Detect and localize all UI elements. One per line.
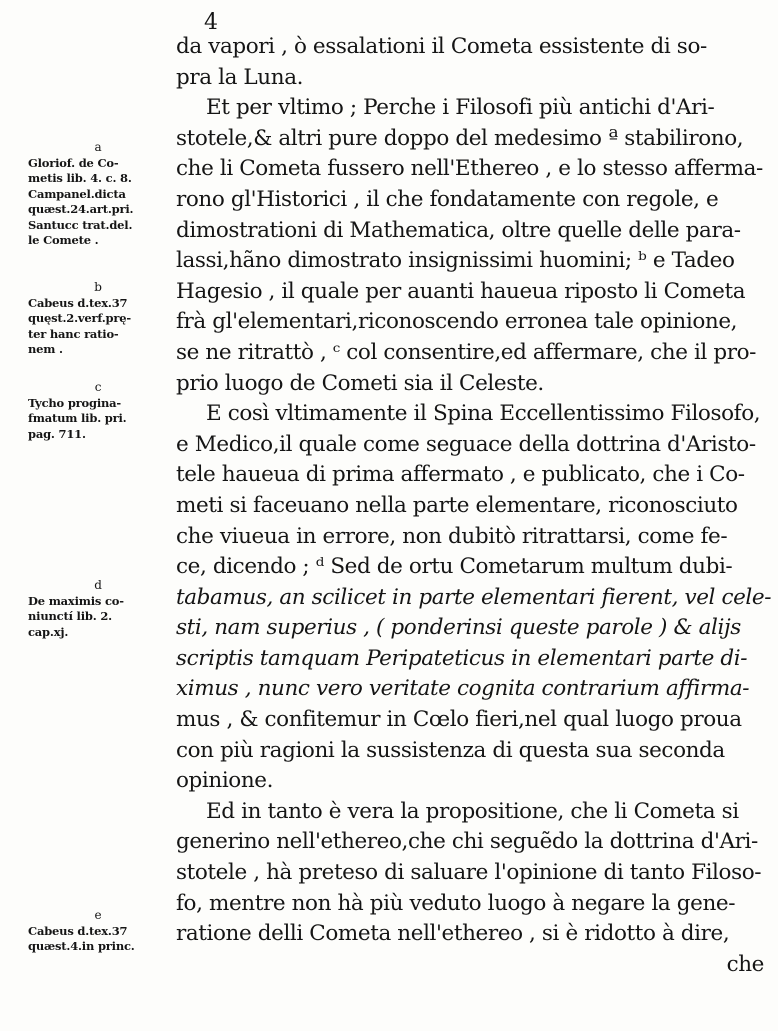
text-line: pra la Luna. [176,64,304,90]
note-mark: e [94,908,102,922]
note-line: Gloriof. de Co- [28,155,119,170]
main-text [176,32,772,980]
note-line: cap.xj. [28,624,69,639]
note-line: metis lib. 4. c. 8. [28,171,132,185]
note-mark: c [94,380,102,394]
margin-note-d [28,578,168,640]
page-number: 4 [204,10,218,35]
text-line: mus , & confitemur in Cœlo fieri,nel qual luogo proua [176,707,742,733]
note-line: quæst.4.in princ. [28,939,135,953]
note-line: ter hanc ratio- [28,326,119,341]
catchword: che [726,951,764,977]
note-line: Tycho progina- [28,395,121,410]
text-line: se ne ritrattò , ᶜ col consentire,ed affermare, che il pro- [176,339,756,365]
note-line: niunctí lib. 2. [28,609,112,623]
text-line: tele haueua di prima affermato , e publicato, che i Co- [176,462,745,488]
text-line: tabamus, an scilicet in parte elementari fierent, vel cele- [176,584,772,610]
text-line: lassi,hãno dimostrato insignissimi huomini; ᵇ e Tadeo [176,248,735,274]
margin-note-e [28,908,168,955]
margin-note-a [28,140,168,249]
text-line: che viueua in errore, non dubitò ritrattarsi, come fe- [176,523,728,549]
text-line: opinione. [176,768,274,794]
text-line: meti si faceuano nella parte elementare, riconosciuto [176,492,738,518]
text-line: prio luogo de Cometi sia il Celeste. [176,370,544,396]
text-line: dimostrationi di Mathematica, oltre quelle delle para- [176,217,741,243]
note-line: Cabeus d.tex.37 [28,923,128,938]
text-line: da vapori , ò essalationi il Cometa essistente di so- [176,34,707,59]
text-line: ratione delli Cometa nell'ethereo , si è ridotto à dire, [176,921,730,947]
note-line: le Comete . [28,233,99,247]
text-line: Hagesio , il quale per auanti haueua riposto li Cometa [176,278,746,304]
note-line: Santucc trat.del. [28,217,133,232]
margin-note-c [28,380,168,442]
text-line: stotele , hà preteso di saluare l'opinione di tanto Filoso- [176,860,762,886]
text-line: con più ragioni la sussistenza di questa sua seconda [176,737,725,763]
note-mark: a [94,140,102,154]
text-line: Et per vltimo ; Perche i Filosofi più antichi d'Ari- [206,95,715,121]
text-line: che li Cometa fussero nell'Ethereo , e lo stesso afferma- [176,156,763,182]
text-line: generino nell'ethereo,che chi seguẽdo la dottrina d'Ari- [176,829,758,855]
note-line: quęst.2.verf.prę- [28,311,131,325]
note-mark: d [94,578,102,592]
note-mark: b [94,280,102,294]
text-line: scriptis tamquam Peripateticus in elementari parte di- [176,645,748,671]
text-line: e Medico,il quale come seguace della dottrina d'Aristo- [176,431,756,457]
text-line: E così vltimamente il Spina Eccellentissimo Filosofo, [206,401,761,427]
note-line: quæst.24.art.pri. [28,202,134,216]
text-line: rono gl'Historici , il che fondatamente con regole, e [176,186,719,212]
note-line: nem . [28,342,63,356]
note-line: fmatum lib. pri. [28,411,127,425]
text-line: Ed in tanto è vera la propositione, che li Cometa si [206,798,739,824]
text-line: ce, dicendo ; ᵈ Sed de ortu Cometarum multum dubi- [176,554,733,580]
text-line: sti, nam superius , ( ponderinsi queste parole ) & alijs [176,615,741,641]
margin-note-b [28,280,168,358]
note-line: De maximis co- [28,593,124,608]
note-line: pag. 711. [28,426,86,441]
text-line: ximus , nunc vero veritate cognita contrarium affirma- [176,676,750,702]
text-line: frà gl'elementari,riconoscendo erronea tale opinione, [176,309,738,335]
note-line: Cabeus d.tex.37 [28,295,128,310]
note-line: Campanel.dicta [28,186,126,201]
text-line: stotele,& altri pure doppo del medesimo ª stabilirono, [176,125,744,151]
text-line: fo, mentre non hà più veduto luogo à negare la gene- [176,890,736,916]
